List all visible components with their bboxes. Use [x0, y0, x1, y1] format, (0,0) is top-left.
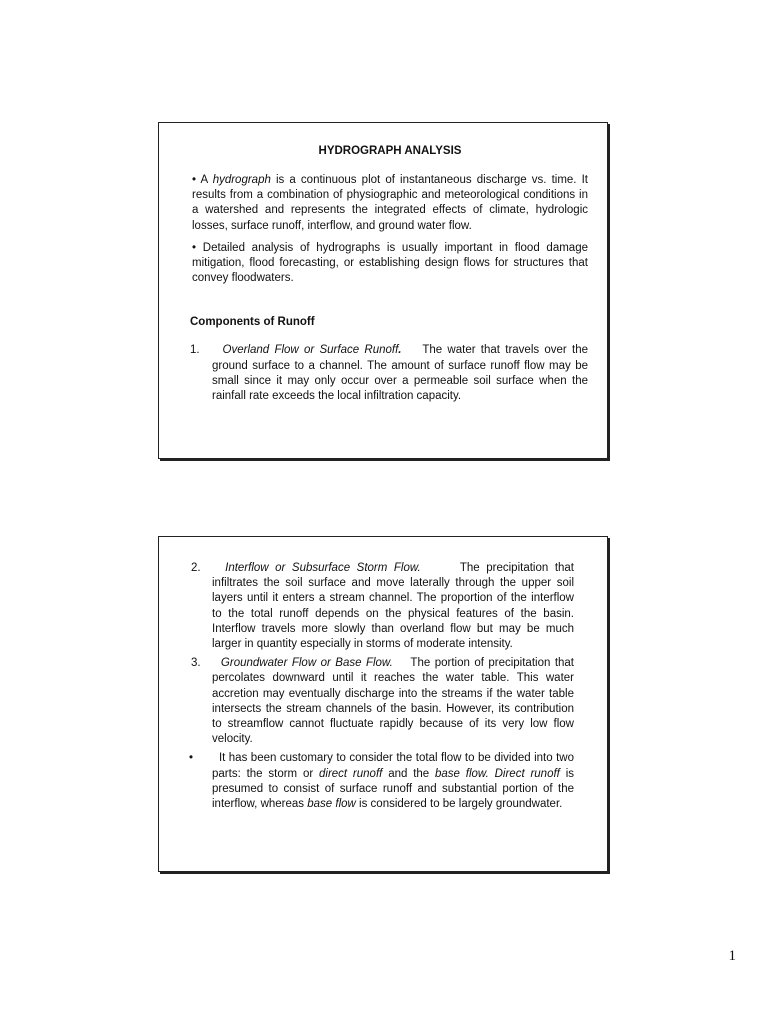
slide-2 — [158, 536, 608, 872]
page-number: 1 — [728, 948, 736, 964]
item-title: Overland Flow or Surface Runoff — [222, 344, 399, 357]
item-title: Groundwater Flow or Base Flow. — [220, 657, 393, 670]
slide-title: HYDROGRAPH ANALYSIS — [318, 145, 462, 157]
list-number: 1. — [190, 344, 200, 357]
term-direct-runoff-2: Direct runoff — [494, 767, 560, 780]
item-text: The precipitation that infiltrates the soil surface and move laterally through the upper soil layers until it enters a stream channel. The proportion of the interflow to the total runoff depends on the physical features of the basin. Interflow travels more slowly than overland flow but may be much larger in quantity especially in storms of moderate intensity. — [212, 562, 574, 651]
bullet-mark: • — [189, 752, 194, 765]
list-number: 2. — [191, 562, 201, 574]
text-part-1: It has been customary to consider the total flow to be divided into two parts: the storm or — [212, 752, 575, 780]
bullet-text-rest: is a continuous plot of instantaneous discharge vs. time. It results from a combination of physiographic and meteorological conditions in a watershed and represents the integrated effects of climate, hydrologic losses, surface runoff, interflow, and ground water flow. — [192, 174, 588, 232]
text-part-4: is considered to be largely groundwater. — [359, 798, 563, 811]
list-item-interflow — [192, 561, 574, 652]
bullet-mark: • — [192, 241, 197, 254]
text-part-3: is presumed to consist of surface runoff and substantial portion of the interflow, whereas — [212, 767, 575, 811]
text-part-2: and the — [388, 767, 430, 780]
term-base-flow-2: base flow — [307, 798, 356, 811]
bullet-total-flow — [189, 751, 575, 812]
bullet-detailed-analysis — [192, 241, 588, 287]
slide-2-content — [189, 561, 575, 812]
item-title: Interflow or Subsurface Storm Flow. — [225, 562, 421, 574]
term-base-flow: base flow. — [435, 767, 489, 780]
item-text: The portion of precipitation that percolates downward until it reaches the water table. This water accretion may eventually discharge into the streams if the water table intersects the stream channels of the basin. However, its contribution to streamflow cannot fluctuate rapidly because of its very low flow velocity. — [212, 657, 575, 746]
item-title-period: . — [398, 344, 402, 357]
list-number: 3. — [191, 657, 201, 670]
item-text: The water that travels over the ground surface to a channel. The amount of surface runoff flow may be small since it may only occur over a permeable soil surface when the rainfall rate exceeds the local infiltration capacity. — [212, 344, 589, 403]
term-direct-runoff: direct runoff — [319, 767, 383, 780]
bullet-text-start: A — [200, 174, 208, 186]
bullet-hydrograph-definition — [192, 173, 588, 234]
list-item-overland-flow — [192, 343, 588, 404]
bullet-text: Detailed analysis of hydrographs is usually important in flood damage mitigation, flood forecasting, or establishing design flows for structures that convey floodwaters. — [192, 241, 588, 285]
slide-1-content — [192, 123, 588, 404]
bullet-mark: • — [192, 174, 197, 186]
term-hydrograph: hydrograph — [212, 174, 271, 186]
list-item-groundwater-flow — [192, 656, 574, 747]
section-heading-components: Components of Runoff — [190, 316, 315, 329]
slide-1 — [158, 122, 608, 459]
